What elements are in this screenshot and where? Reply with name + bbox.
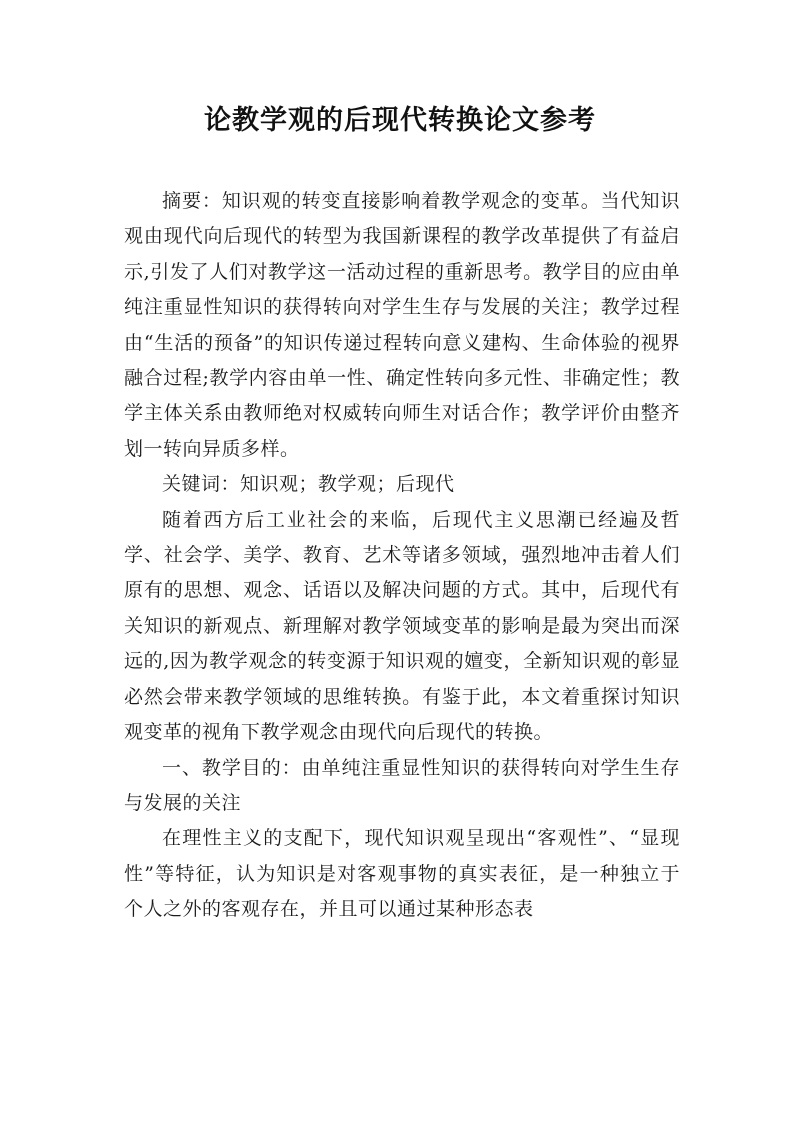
body-paragraph: 在理性主义的支配下，现代知识观呈现出“客观性”、“显现性”等特征，认为知识是对客观事物的真实表征，是一种独立于个人之外的客观存在，并且可以通过某种形态表 <box>124 827 680 921</box>
document-body <box>124 184 680 928</box>
section-heading-1: 一、教学目的：由单纯注重显性知识的获得转向对学生生存与发展的关注 <box>124 756 680 814</box>
abstract-paragraph: 摘要：知识观的转变直接影响着教学观念的变革。当代知识观由现代向后现代的转型为我国新课程的教学改革提供了有益启示,引发了人们对教学这一活动过程的重新思考。教学目的应由单纯注重显性知识的获得转向对学生生存与发展的关注；教学过程由“生活的预备”的知识传递过程转向意义建构、生命体验的视界融合过程;教学内容由单一性、确定性转向多元性、非确定性；教学主体关系由教师绝对权威转向师生对话合作；教学评价由整齐划一转向异质多样。 <box>124 190 680 460</box>
keywords-paragraph: 关键词：知识观；教学观；后现代 <box>162 473 455 496</box>
document-title: 论教学观的后现代转换论文参考 <box>204 105 596 136</box>
intro-paragraph: 随着西方后工业社会的来临，后现代主义思潮已经遍及哲学、社会学、美学、教育、艺术等诸多领域，强烈地冲击着人们原有的思想、观念、话语以及解决问题的方式。其中，后现代有关知识的新观点、新理解对教学领域变革的影响是最为突出而深远的,因为教学观念的转变源于知识观的嬗变，全新知识观的彰显必然会带来教学领域的思维转换。有鉴于此，本文着重探讨知识观变革的视角下教学观念由现代向后现代的转换。 <box>124 508 680 744</box>
